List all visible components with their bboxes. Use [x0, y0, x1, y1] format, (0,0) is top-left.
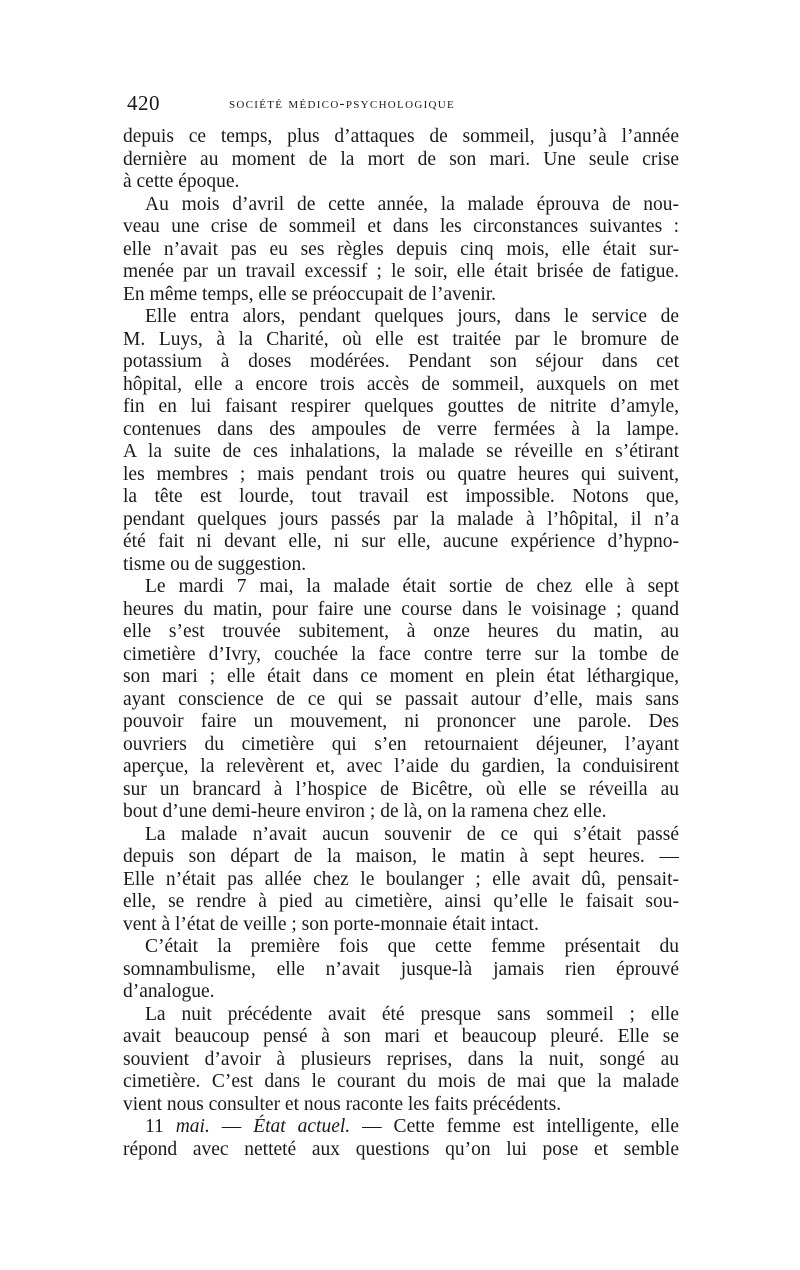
text-line: Le mardi 7 mai, la malade était sortie de chez elle à sept	[145, 576, 679, 597]
text-line: depuis ce temps, plus d’attaques de sommeil, jusqu’à l’année	[123, 126, 679, 147]
text-line: fin en lui faisant respirer quelques gouttes de nitrite d’amyle,	[123, 396, 679, 417]
text-line: Elle entra alors, pendant quelques jours, dans le service de	[145, 306, 679, 327]
text-line: heures du matin, pour faire une course dans le voisinage ; quand	[123, 598, 679, 620]
text-line: potassium à doses modérées. Pendant son séjour dans cet	[123, 351, 679, 372]
text-line: d’analogue.	[123, 981, 215, 1002]
page-header	[127, 92, 677, 114]
text-line: cimetière. C’est dans le courant du mois de mai que la malade	[123, 1071, 679, 1092]
text-line: tisme ou de suggestion.	[123, 553, 307, 575]
text-line: été fait ni devant elle, ni sur elle, aucune expérience d’hypno-	[123, 531, 679, 552]
text-line: ayant conscience de ce qui se passait autour d’elle, mais sans	[123, 688, 679, 710]
text-line: vient nous consulter et nous raconte les faits précédents.	[123, 1093, 562, 1115]
text-line: aperçue, la relevèrent et, avec l’aide du gardien, la conduisirent	[123, 756, 679, 777]
text-line: sur un brancard à l’hospice de Bicêtre, où elle se réveilla au	[123, 778, 679, 800]
text-segment: —	[209, 1116, 254, 1137]
text-line: à cette époque.	[123, 171, 240, 192]
text-line: cimetière d’Ivry, couchée la face contre terre sur la tombe de	[123, 643, 679, 665]
text-line: A la suite de ces inhalations, la malade se réveille en s’étirant	[123, 441, 679, 462]
text-line: hôpital, elle a encore trois accès de sommeil, auxquels on met	[123, 373, 679, 395]
text-line: La malade n’avait aucun souvenir de ce qui s’était passé	[145, 823, 679, 845]
text-line-section-start	[123, 1116, 679, 1139]
text-line: elle s’est trouvée subitement, à onze heures du matin, au	[123, 621, 679, 642]
text-line: La nuit précédente avait été presque sans sommeil ; elle	[145, 1003, 679, 1025]
text-line: dernière au moment de la mort de son mari. Une seule crise	[123, 148, 679, 170]
text-line: somnambulisme, elle n’avait jusque-là jamais rien éprouvé	[123, 958, 679, 980]
text-line: menée par un travail excessif ; le soir, elle était brisée de fatigue.	[123, 261, 679, 282]
text-line: les membres ; mais pendant trois ou quatre heures qui suivent,	[123, 463, 679, 485]
text-line: depuis son départ de la maison, le matin à sept heures. —	[123, 846, 679, 867]
text-line: elle n’avait pas eu ses règles depuis cinq mois, elle était sur-	[123, 238, 679, 260]
italic-text: État actuel.	[253, 1116, 351, 1137]
text-line: avait beaucoup pensé à son mari et beaucoup pleuré. Elle se	[123, 1026, 679, 1047]
text-line: répond avec netteté aux questions qu’on lui pose et semble	[123, 1138, 679, 1160]
text-line: la tête est lourde, tout travail est impossible. Notons que,	[123, 486, 679, 507]
page-number: 420	[127, 91, 160, 115]
text-line: pouvoir faire un mouvement, ni prononcer une parole. Des	[123, 711, 679, 732]
text-line: En même temps, elle se préoccupait de l’avenir.	[123, 283, 497, 305]
text-line: Elle n’était pas allée chez le boulanger ; elle avait dû, pensait-	[123, 868, 679, 890]
text-line: Au mois d’avril de cette année, la malade éprouva de nou-	[145, 193, 679, 215]
text-line: ouvriers du cimetière qui s’en retournaient déjeuner, l’ayant	[123, 733, 679, 755]
italic-text: mai.	[175, 1116, 210, 1137]
text-line: vent à l’état de veille ; son porte-monnaie était intact.	[123, 913, 539, 935]
text-line: souvient d’avoir à plusieurs reprises, dans la nuit, songé au	[123, 1048, 679, 1070]
text-line: elle, se rendre à pied au cimetière, ainsi qu’elle le faisait sou-	[123, 891, 679, 912]
text-line: bout d’une demi-heure environ ; de là, on la ramena chez elle.	[123, 801, 607, 822]
text-line: C’était la première fois que cette femme présentait du	[145, 936, 679, 957]
text-segment: 11	[145, 1116, 176, 1137]
text-line: contenues dans des ampoules de verre fermées à la lampe.	[123, 418, 679, 440]
running-title: société médico-psychologique	[229, 96, 456, 112]
text-line: veau une crise de sommeil et dans les circonstances suivantes :	[123, 216, 679, 237]
text-line: M. Luys, à la Charité, où elle est traitée par le bromure de	[123, 328, 679, 350]
body-text	[123, 126, 679, 1161]
text-segment: — Cette femme est intelligente, elle	[350, 1116, 679, 1137]
text-line: son mari ; elle était dans ce moment en plein état léthargique,	[123, 666, 679, 687]
text-line: pendant quelques jours passés par la malade à l’hôpital, il n’a	[123, 508, 679, 530]
